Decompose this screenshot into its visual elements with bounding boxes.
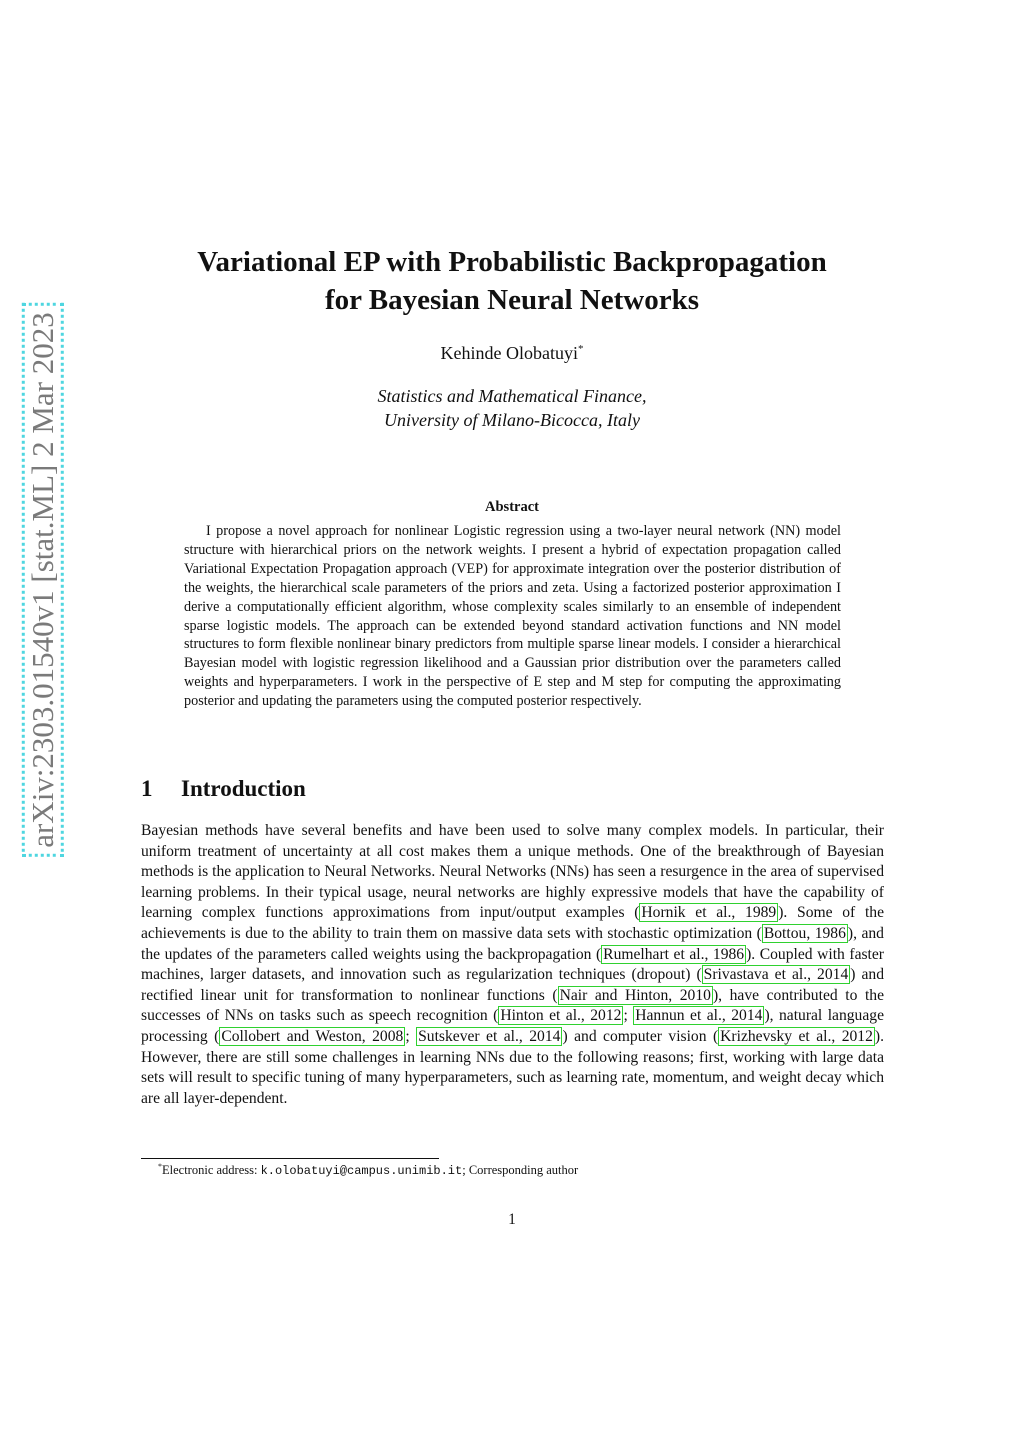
intro-text: ; — [623, 1007, 634, 1025]
abstract-heading: Abstract — [485, 499, 539, 515]
affiliation — [100, 384, 924, 432]
arxiv-stamp — [22, 130, 64, 1030]
abstract-text: I propose a novel approach for nonlinear Logistic regression using a two-layer neural network (NN) model structure with hierarchical priors on the network weights. I present a hybrid of expectation propagation called Variational Expectation Propagation approach (VEP) for approximate integration over the posterior distribution of the weights, the hierarchical scale parameters of the priors and zeta. Using a factorized posterior approximation I derive a computationally efficient algorithm, whose complexity scales similarly to an ensemble of independent sparse logistic models. The approach can be extended beyond standard activation functions and NN model structures to form flexible nonlinear binary predictors from multiple sparse linear models. I consider a hierarchical Bayesian model with logistic regression likelihood and a Gaussian prior distribution over the parameters called weights and hyperparameters. I work in the perspective of E step and M step for computing the approximating posterior and updating the parameters using the computed posterior respectively. — [184, 523, 841, 710]
citation-link[interactable]: Nair and Hinton, 2010 — [559, 986, 711, 1004]
author-name: Kehinde Olobatuyi — [440, 343, 578, 363]
intro-text: ), natural language processing ( — [141, 1007, 884, 1045]
section-number: 1 — [141, 776, 153, 801]
citation-link[interactable]: Rumelhart et al., 1986 — [603, 945, 745, 963]
intro-text: ) and computer vision ( — [562, 1027, 719, 1045]
intro-text: Bayesian methods have several benefits and have been used to solve many complex models. In particular, their uniform treatment of uncertainty at all cost makes them a unique methods. One of the breakthrough of Bayesian methods is the application to Neural Networks. Neural Networks (NNs) has seen a resurgence in the area of supervised learning problems. In their typical usage, neural networks are highly expressive models that have the capability of learning complex functions approximations from input/output examples ( — [141, 822, 884, 922]
affiliation-line-2: University of Milano-Bicocca, Italy — [384, 410, 640, 430]
footnote — [158, 1162, 578, 1178]
intro-text: ). Some of the achievements is due to the ability to train them on massive data sets with stochastic optimization ( — [141, 904, 884, 942]
intro-paragraph — [141, 821, 884, 1109]
intro-text: ). However, there are still some challenges in learning NNs due to the following reasons; first, working with large data sets will result to specific tuning of many hyperparameters, such as learning rate, momentum, and weight decay which are all layer-dependent. — [141, 1027, 884, 1107]
footnote-suffix: ; Corresponding author — [462, 1163, 579, 1178]
citation-link[interactable]: Bottou, 1986 — [763, 924, 846, 942]
author-footnote-mark[interactable]: * — [577, 343, 584, 355]
footnote-prefix: Electronic address: — [162, 1163, 261, 1178]
intro-text: ), and the updates of the parameters called weights using the backpropagation ( — [141, 924, 884, 963]
section-title: Introduction — [181, 776, 306, 801]
intro-text: ), have contributed to the successes of NNs on tasks such as speech recognition ( — [141, 986, 884, 1025]
intro-text: ) and rectified linear unit for transformation to nonlinear functions ( — [141, 966, 884, 1004]
citation-link[interactable]: Collobert and Weston, 2008 — [221, 1027, 404, 1045]
page-number: 1 — [508, 1211, 516, 1228]
intro-text: ; — [405, 1027, 417, 1045]
intro-text: ). Coupled with faster machines, larger datasets, and innovation such as regularization techniques (dropout) ( — [141, 945, 885, 984]
footnote-mark: * — [158, 1162, 162, 1171]
section-heading — [141, 776, 306, 802]
citation-link[interactable]: Krizhevsky et al., 2012 — [720, 1027, 873, 1045]
citation-link[interactable]: Hinton et al., 2012 — [500, 1007, 622, 1025]
footnote-rule — [141, 1158, 439, 1159]
affiliation-line-1: Statistics and Mathematical Finance, — [377, 386, 647, 406]
citation-link[interactable]: Srivastava et al., 2014 — [703, 966, 849, 984]
title-line-1: Variational EP with Probabilistic Backpropagation — [197, 246, 827, 278]
title-line-2: for Bayesian Neural Networks — [324, 284, 699, 316]
citation-link[interactable]: Sutskever et al., 2014 — [418, 1027, 561, 1045]
paper-title — [100, 243, 924, 319]
author — [100, 343, 924, 364]
footnote-email-link[interactable]: k.olobatuyi@campus.unimib.it — [260, 1164, 463, 1179]
citation-link[interactable]: Hornik et al., 1989 — [641, 904, 777, 922]
citation-link[interactable]: Hannun et al., 2014 — [635, 1007, 763, 1025]
arxiv-identifier[interactable]: arXiv:2303.01540v1 [stat.ML] 2 Mar 2023 — [22, 303, 64, 857]
